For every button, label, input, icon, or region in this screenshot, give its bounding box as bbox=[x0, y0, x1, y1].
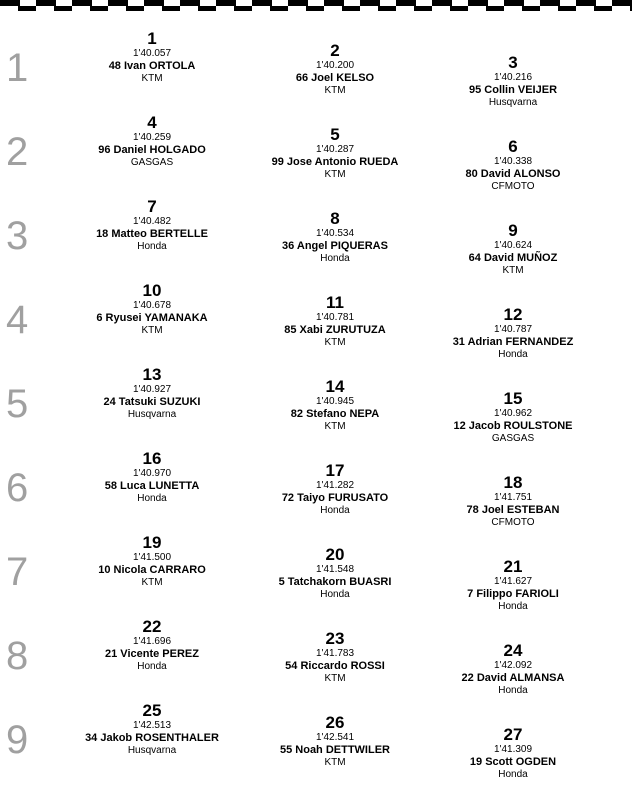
grid-slot bbox=[418, 306, 608, 360]
lap-time: 1'40.624 bbox=[493, 240, 533, 251]
team-name: Honda bbox=[320, 253, 350, 264]
rider-name: 7 Filippo FARIOLI bbox=[467, 588, 559, 600]
team-name: Honda bbox=[320, 589, 350, 600]
team-name: Honda bbox=[137, 241, 167, 252]
grid-slot bbox=[57, 282, 247, 336]
grid-position: 12 bbox=[503, 305, 523, 324]
lap-time: 1'40.216 bbox=[493, 72, 533, 83]
lap-time: 1'40.200 bbox=[315, 60, 355, 71]
grid-position: 18 bbox=[503, 473, 523, 492]
grid-position: 27 bbox=[503, 725, 523, 744]
grid-row-number: 7 bbox=[6, 550, 29, 594]
grid-slot bbox=[240, 462, 430, 516]
lap-time: 1'40.534 bbox=[315, 228, 355, 239]
team-name: Honda bbox=[320, 505, 350, 516]
grid-position: 2 bbox=[330, 41, 340, 60]
grid-row-number: 3 bbox=[6, 214, 29, 258]
grid-slot bbox=[240, 294, 430, 348]
lap-time: 1'40.259 bbox=[132, 132, 172, 143]
grid-row-number: 6 bbox=[6, 466, 29, 510]
grid-slot bbox=[240, 714, 430, 768]
grid-slot bbox=[240, 630, 430, 684]
lap-time: 1'40.927 bbox=[132, 384, 172, 395]
grid-position: 17 bbox=[325, 461, 345, 480]
lap-time: 1'41.500 bbox=[132, 552, 172, 563]
grid-position: 23 bbox=[325, 629, 345, 648]
grid-slot bbox=[57, 114, 247, 168]
team-name: KTM bbox=[324, 421, 346, 432]
grid-slot bbox=[418, 54, 608, 108]
rider-name: 58 Luca LUNETTA bbox=[104, 480, 200, 492]
rider-name: 82 Stefano NEPA bbox=[290, 408, 380, 420]
grid-slot bbox=[418, 390, 608, 444]
team-name: KTM bbox=[502, 265, 524, 276]
grid-slot bbox=[418, 558, 608, 612]
lap-time: 1'41.696 bbox=[132, 636, 172, 647]
rider-name: 48 Ivan ORTOLA bbox=[108, 60, 196, 72]
grid-position: 21 bbox=[503, 557, 523, 576]
lap-time: 1'41.548 bbox=[315, 564, 355, 575]
rider-name: 19 Scott OGDEN bbox=[469, 756, 557, 768]
grid-position: 10 bbox=[142, 281, 162, 300]
team-name: GASGAS bbox=[491, 433, 535, 444]
grid-position: 6 bbox=[508, 137, 518, 156]
grid-row-number: 4 bbox=[6, 298, 29, 342]
lap-time: 1'41.309 bbox=[493, 744, 533, 755]
grid-slot bbox=[240, 42, 430, 96]
grid-position: 11 bbox=[326, 293, 344, 312]
grid-row-number: 5 bbox=[6, 382, 29, 426]
rider-name: 21 Vicente PEREZ bbox=[105, 648, 199, 660]
team-name: Honda bbox=[498, 769, 528, 780]
team-name: Husqvarna bbox=[127, 409, 177, 420]
grid-position: 19 bbox=[142, 533, 162, 552]
rider-name: 95 Collin VEIJER bbox=[468, 84, 558, 96]
rider-name: 55 Noah DETTWILER bbox=[279, 744, 390, 756]
grid-slot bbox=[240, 546, 430, 600]
team-name: Honda bbox=[498, 685, 528, 696]
rider-name: 36 Angel PIQUERAS bbox=[282, 240, 388, 252]
grid-slot bbox=[57, 702, 247, 756]
grid-position: 5 bbox=[330, 125, 340, 144]
grid-slot bbox=[57, 198, 247, 252]
lap-time: 1'40.945 bbox=[315, 396, 355, 407]
grid-slot bbox=[418, 474, 608, 528]
lap-time: 1'41.783 bbox=[315, 648, 355, 659]
lap-time: 1'41.282 bbox=[315, 480, 355, 491]
team-name: Honda bbox=[498, 349, 528, 360]
grid-slot bbox=[57, 30, 247, 84]
rider-name: 24 Tatsuki SUZUKI bbox=[103, 396, 201, 408]
grid-slot bbox=[57, 366, 247, 420]
grid-row-number: 9 bbox=[6, 718, 29, 762]
lap-time: 1'42.513 bbox=[132, 720, 172, 731]
grid-position: 7 bbox=[147, 197, 157, 216]
team-name: Husqvarna bbox=[127, 745, 177, 756]
lap-time: 1'40.970 bbox=[132, 468, 172, 479]
rider-name: 31 Adrian FERNANDEZ bbox=[452, 336, 574, 348]
rider-name: 80 David ALONSO bbox=[465, 168, 561, 180]
team-name: KTM bbox=[324, 85, 346, 96]
team-name: Honda bbox=[137, 493, 167, 504]
lap-time: 1'42.092 bbox=[493, 660, 533, 671]
grid-position: 13 bbox=[142, 365, 162, 384]
grid-position: 8 bbox=[330, 209, 340, 228]
lap-time: 1'40.787 bbox=[493, 324, 533, 335]
grid-slot bbox=[57, 450, 247, 504]
lap-time: 1'40.287 bbox=[315, 144, 355, 155]
team-name: CFMOTO bbox=[491, 517, 535, 528]
lap-time: 1'40.057 bbox=[132, 48, 172, 59]
team-name: GASGAS bbox=[130, 157, 174, 168]
team-name: CFMOTO bbox=[491, 181, 535, 192]
rider-name: 72 Taiyo FURUSATO bbox=[281, 492, 389, 504]
grid-position: 16 bbox=[142, 449, 162, 468]
rider-name: 99 Jose Antonio RUEDA bbox=[271, 156, 399, 168]
lap-time: 1'40.962 bbox=[493, 408, 533, 419]
team-name: KTM bbox=[324, 673, 346, 684]
lap-time: 1'40.781 bbox=[315, 312, 355, 323]
grid-position: 3 bbox=[508, 53, 518, 72]
lap-time: 1'40.678 bbox=[132, 300, 172, 311]
grid-row-number: 8 bbox=[6, 634, 29, 678]
team-name: Honda bbox=[498, 601, 528, 612]
team-name: KTM bbox=[141, 73, 163, 84]
grid-position: 1 bbox=[147, 29, 157, 48]
grid-slot bbox=[57, 534, 247, 588]
team-name: KTM bbox=[141, 577, 163, 588]
rider-name: 22 David ALMANSA bbox=[461, 672, 565, 684]
team-name: Honda bbox=[137, 661, 167, 672]
lap-time: 1'40.338 bbox=[493, 156, 533, 167]
rider-name: 85 Xabi ZURUTUZA bbox=[284, 324, 386, 336]
grid-position: 4 bbox=[147, 113, 157, 132]
grid-position: 26 bbox=[325, 713, 345, 732]
lap-time: 1'41.751 bbox=[493, 492, 533, 503]
grid-slot bbox=[418, 726, 608, 780]
grid-position: 20 bbox=[325, 545, 345, 564]
grid-row-number: 2 bbox=[6, 130, 29, 174]
grid-slot bbox=[240, 126, 430, 180]
grid-slot bbox=[418, 222, 608, 276]
team-name: KTM bbox=[324, 757, 346, 768]
grid-slot bbox=[57, 618, 247, 672]
team-name: Husqvarna bbox=[488, 97, 538, 108]
grid-position: 15 bbox=[503, 389, 523, 408]
grid-slot bbox=[240, 378, 430, 432]
rider-name: 34 Jakob ROSENTHALER bbox=[85, 732, 219, 744]
grid-position: 22 bbox=[142, 617, 162, 636]
team-name: KTM bbox=[324, 337, 346, 348]
grid-position: 24 bbox=[503, 641, 523, 660]
lap-time: 1'41.627 bbox=[493, 576, 533, 587]
rider-name: 18 Matteo BERTELLE bbox=[96, 228, 208, 240]
rider-name: 6 Ryusei YAMANAKA bbox=[96, 312, 208, 324]
rider-name: 96 Daniel HOLGADO bbox=[98, 144, 206, 156]
grid-position: 9 bbox=[508, 221, 518, 240]
grid-position: 25 bbox=[142, 701, 162, 720]
rider-name: 66 Joel KELSO bbox=[295, 72, 375, 84]
rider-name: 64 David MUÑOZ bbox=[468, 252, 558, 264]
rider-name: 54 Riccardo ROSSI bbox=[285, 660, 385, 672]
grid-row-number: 1 bbox=[6, 46, 29, 90]
team-name: KTM bbox=[141, 325, 163, 336]
lap-time: 1'40.482 bbox=[132, 216, 172, 227]
lap-time: 1'42.541 bbox=[315, 732, 355, 743]
rider-name: 12 Jacob ROULSTONE bbox=[453, 420, 573, 432]
rider-name: 5 Tatchakorn BUASRI bbox=[278, 576, 392, 588]
rider-name: 78 Joel ESTEBAN bbox=[466, 504, 560, 516]
checkered-flag-border-lower bbox=[0, 6, 632, 11]
team-name: KTM bbox=[324, 169, 346, 180]
grid-position: 14 bbox=[325, 377, 345, 396]
grid-slot bbox=[418, 642, 608, 696]
grid-slot bbox=[240, 210, 430, 264]
rider-name: 10 Nicola CARRARO bbox=[98, 564, 206, 576]
grid-slot bbox=[418, 138, 608, 192]
